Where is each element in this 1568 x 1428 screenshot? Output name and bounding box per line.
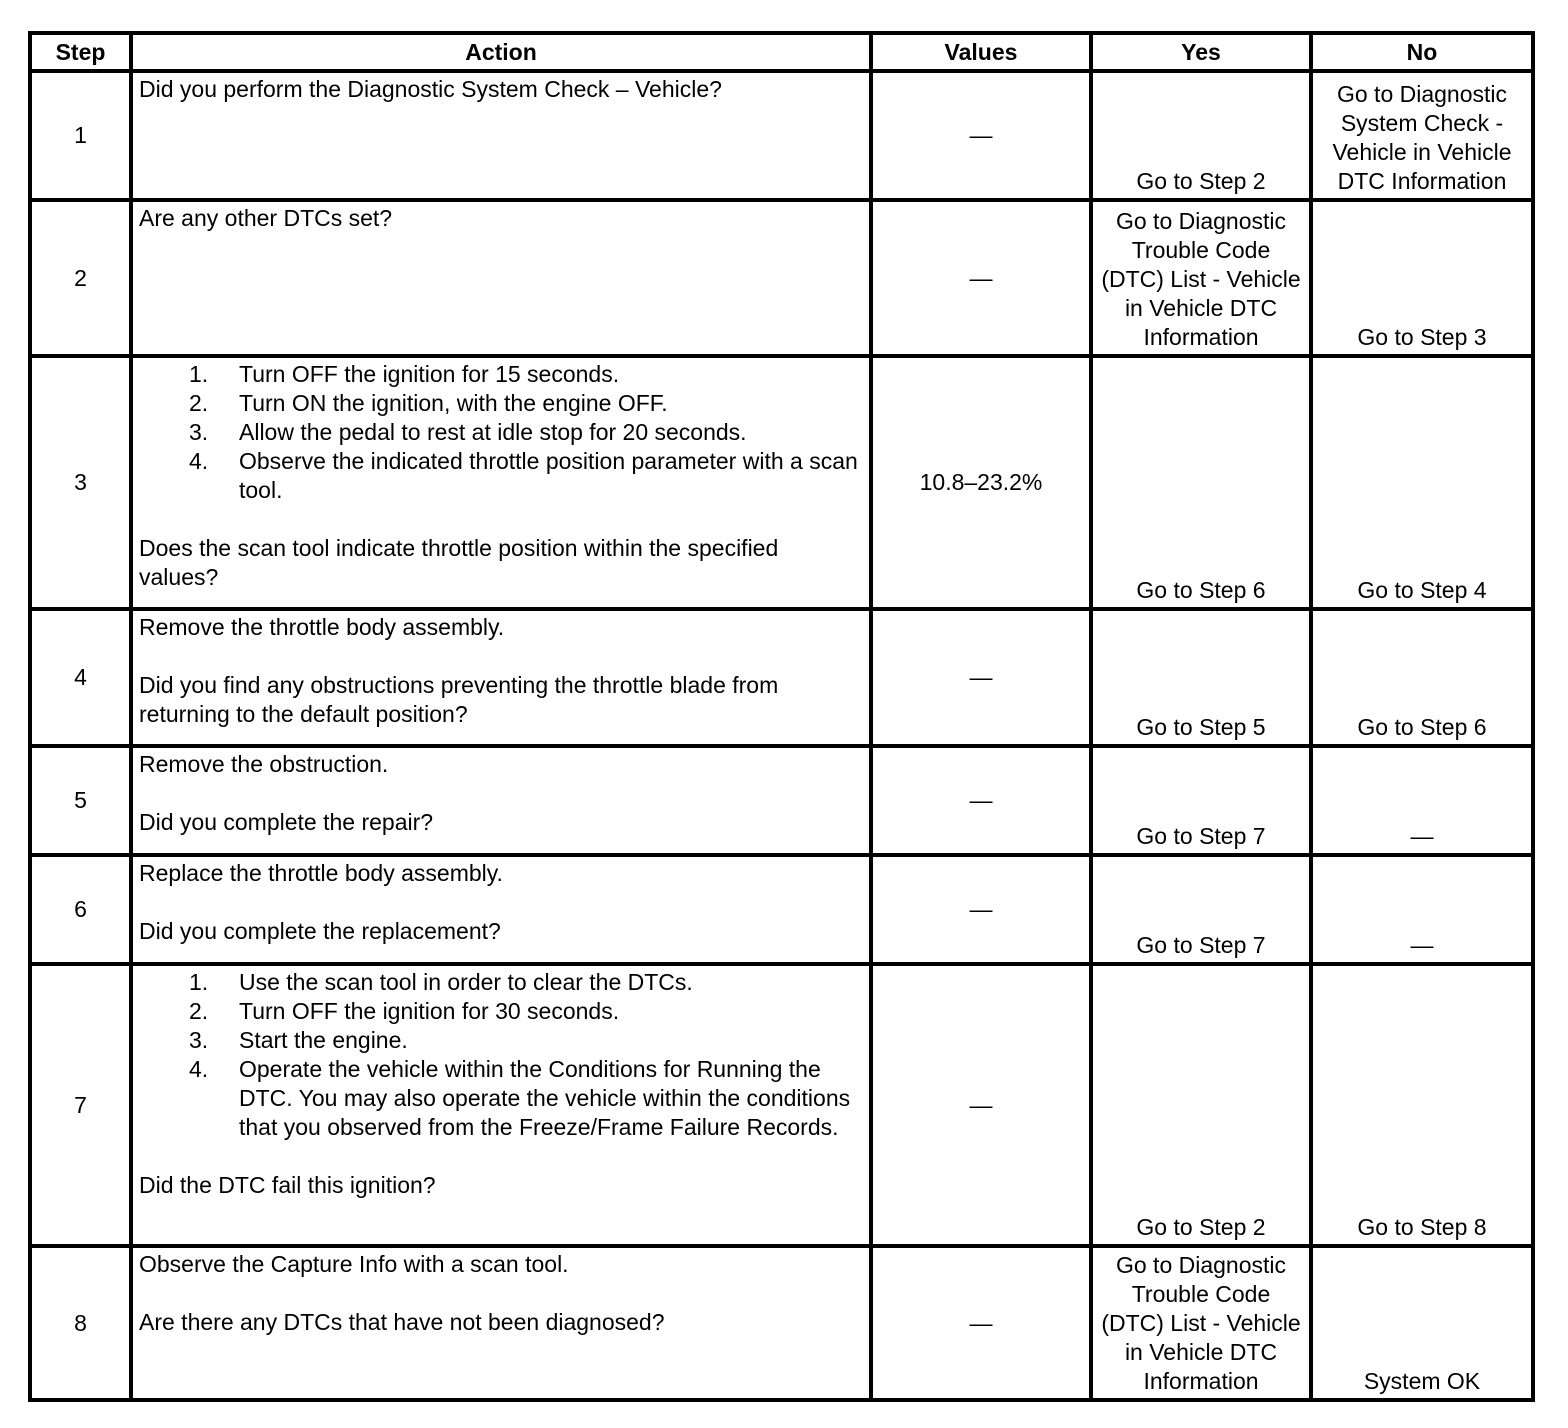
no-text: Go to Step 4 (1357, 577, 1487, 603)
yes-text: Go to Step 7 (1136, 932, 1266, 958)
no-cell (1311, 855, 1533, 964)
yes-text: Go to Step 2 (1136, 1214, 1266, 1240)
list-item: Operate the vehicle within the Conditions for Running the DTC. You may also operate the vehicle within the conditions that you observed from the Freeze/Frame Failure Records. (239, 1056, 851, 1140)
table-row (30, 609, 1533, 746)
list-item: Turn OFF the ignition for 30 seconds. (239, 998, 620, 1024)
list-item: Turn OFF the ignition for 15 seconds. (239, 361, 620, 387)
no-text: Go to Step 6 (1357, 714, 1487, 740)
action-question: Are there any DTCs that have not been diagnosed? (139, 1309, 665, 1335)
action-question: Did you complete the replacement? (139, 918, 501, 944)
step-number: 6 (30, 855, 131, 964)
table-row (30, 1246, 1533, 1400)
no-cell (1311, 746, 1533, 855)
action-cell (131, 356, 871, 609)
value-text: — (969, 896, 993, 922)
yes-text: Go to Diagnostic Trouble Code (DTC) List - Vehicle in Vehicle DTC Information (1101, 208, 1301, 350)
yes-cell (1091, 855, 1311, 964)
no-text: Go to Step 8 (1357, 1214, 1487, 1240)
yes-text: Go to Step 5 (1136, 714, 1266, 740)
value-text: — (969, 1091, 993, 1118)
table-row (30, 71, 1533, 200)
no-cell (1311, 964, 1533, 1246)
action-cell (131, 71, 871, 200)
header-row (30, 33, 1533, 71)
value-text: 10.8–23.2% (919, 469, 1043, 495)
table-row (30, 746, 1533, 855)
yes-cell (1091, 964, 1311, 1246)
no-cell (1311, 71, 1533, 200)
value-text: — (969, 122, 993, 148)
header-no: No (1311, 33, 1533, 71)
table-row (30, 964, 1533, 1246)
list-item: Allow the pedal to rest at idle stop for 20 seconds. (239, 419, 747, 445)
yes-text: Go to Step 2 (1136, 168, 1266, 194)
action-text: Replace the throttle body assembly. (139, 860, 503, 886)
action-question: Does the scan tool indicate throttle position within the specified values? (139, 535, 779, 590)
no-text: System OK (1363, 1368, 1481, 1394)
values-cell (871, 71, 1091, 200)
values-cell (871, 609, 1091, 746)
list-item: Observe the indicated throttle position parameter with a scan tool. (239, 448, 858, 503)
action-cell (131, 855, 871, 964)
header-yes: Yes (1091, 33, 1311, 71)
no-text: — (1410, 932, 1434, 958)
values-cell (871, 356, 1091, 609)
no-cell (1311, 356, 1533, 609)
table-row (30, 855, 1533, 964)
list-item: Use the scan tool in order to clear the DTCs. (239, 969, 693, 995)
step-number: 4 (30, 609, 131, 746)
header-action: Action (131, 33, 871, 71)
list-item: Turn ON the ignition, with the engine OFF. (239, 390, 668, 416)
no-text: Go to Diagnostic System Check - Vehicle in Vehicle DTC Information (1332, 81, 1512, 194)
action-cell (131, 746, 871, 855)
yes-cell (1091, 1246, 1311, 1400)
diagnostic-table (28, 31, 1535, 1402)
action-text: Remove the obstruction. (139, 751, 389, 777)
yes-text: Go to Diagnostic Trouble Code (DTC) List - Vehicle in Vehicle DTC Information (1101, 1252, 1301, 1394)
step-number: 3 (30, 356, 131, 609)
yes-cell (1091, 356, 1311, 609)
step-number: 8 (30, 1246, 131, 1400)
action-text: Did you perform the Diagnostic System Check – Vehicle? (139, 76, 722, 102)
values-cell (871, 855, 1091, 964)
step-number: 5 (30, 746, 131, 855)
yes-text: Go to Step 6 (1136, 577, 1266, 603)
action-cell (131, 1246, 871, 1400)
step-number: 2 (30, 200, 131, 356)
yes-cell (1091, 71, 1311, 200)
values-cell (871, 964, 1091, 1246)
value-text: — (969, 787, 993, 813)
value-text: — (969, 1309, 993, 1336)
no-cell (1311, 609, 1533, 746)
yes-cell (1091, 200, 1311, 356)
values-cell (871, 200, 1091, 356)
no-cell (1311, 1246, 1533, 1400)
no-cell (1311, 200, 1533, 356)
action-cell (131, 200, 871, 356)
yes-cell (1091, 746, 1311, 855)
action-text: Are any other DTCs set? (139, 205, 393, 231)
step-number: 7 (30, 964, 131, 1246)
yes-text: Go to Step 7 (1136, 823, 1266, 849)
no-text: Go to Step 3 (1357, 324, 1487, 350)
action-cell (131, 964, 871, 1246)
yes-cell (1091, 609, 1311, 746)
action-question: Did you complete the repair? (139, 809, 434, 835)
action-list (139, 360, 863, 505)
header-values: Values (871, 33, 1091, 71)
list-item: Start the engine. (239, 1027, 408, 1053)
action-cell (131, 609, 871, 746)
action-text: Remove the throttle body assembly. (139, 614, 505, 640)
action-question: Did you find any obstructions preventing the throttle blade from returning to the default position? (139, 672, 779, 727)
value-text: — (969, 664, 993, 690)
no-text: — (1410, 823, 1434, 849)
action-question: Did the DTC fail this ignition? (139, 1172, 436, 1198)
values-cell (871, 746, 1091, 855)
values-cell (871, 1246, 1091, 1400)
table-row (30, 356, 1533, 609)
header-step: Step (30, 33, 131, 71)
step-number: 1 (30, 71, 131, 200)
action-list (139, 968, 863, 1142)
value-text: — (969, 264, 993, 291)
table-row (30, 200, 1533, 356)
action-text: Observe the Capture Info with a scan tool. (139, 1251, 569, 1277)
